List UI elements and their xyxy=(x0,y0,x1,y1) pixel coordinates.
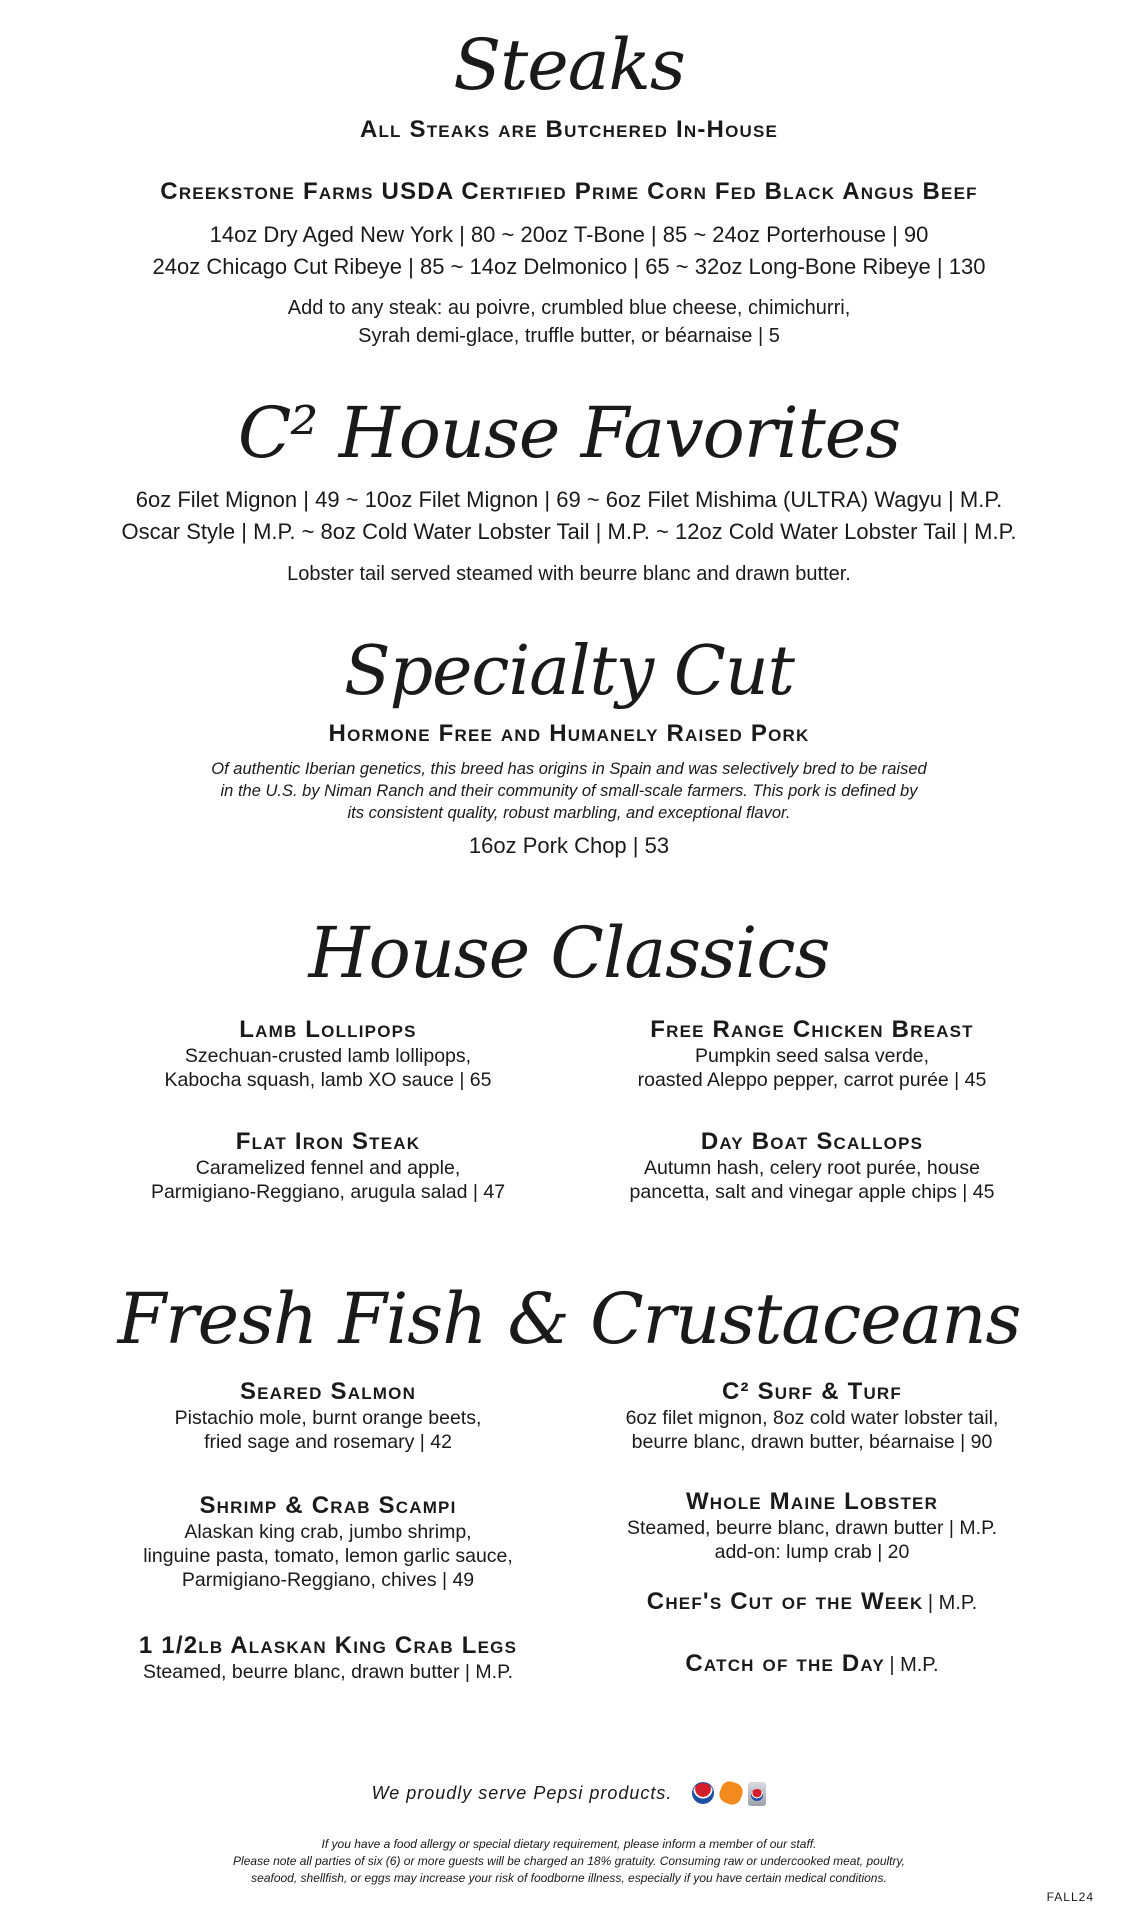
item-desc: Parmigiano-Reggiano, chives | 49 xyxy=(181,1569,475,1591)
seared-salmon-item xyxy=(108,1378,548,1454)
pepsi-logo-icon xyxy=(692,1782,714,1804)
season-code: FALL24 xyxy=(1046,1890,1094,1904)
item-desc: Pumpkin seed salsa verde, xyxy=(694,1045,930,1067)
item-desc: 6oz filet mignon, 8oz cold water lobster tail, xyxy=(625,1407,999,1429)
item-desc: Kabocha squash, lamb XO sauce | 65 xyxy=(164,1069,492,1091)
fish-left-column xyxy=(108,1378,548,1698)
lamb-lollipops-item xyxy=(108,1016,548,1092)
item-title: Chef's Cut of the Week xyxy=(646,1588,924,1615)
item-desc: Autumn hash, celery root purée, house xyxy=(643,1157,981,1179)
maine-lobster-item xyxy=(592,1488,1032,1564)
item-title: Catch of the Day xyxy=(685,1650,885,1677)
item-title: Day Boat Scallops xyxy=(700,1128,924,1155)
scampi-item xyxy=(108,1492,548,1592)
item-desc: fried sage and rosemary | 42 xyxy=(204,1431,452,1453)
item-title: C² Surf & Turf xyxy=(721,1378,902,1405)
beverage-logos xyxy=(692,1782,766,1806)
item-title: Whole Maine Lobster xyxy=(685,1488,939,1515)
item-title: Shrimp & Crab Scampi xyxy=(199,1492,457,1519)
item-title: 1 1/2lb Alaskan King Crab Legs xyxy=(138,1632,518,1659)
surf-turf-item xyxy=(592,1378,1032,1454)
specialty-heading: Specialty Cut xyxy=(344,632,794,711)
specialty-subheading: Hormone Free and Humanely Raised Pork xyxy=(328,720,810,747)
specialty-desc-3: its consistent quality, robust marbling, and exceptional flavor. xyxy=(347,804,791,822)
specialty-desc-2: in the U.S. by Niman Ranch and their community of small-scale farmers. This pork is defined by xyxy=(220,782,918,800)
item-desc: Szechuan-crusted lamb lollipops, xyxy=(184,1045,472,1067)
favorites-line-1: 6oz Filet Mignon | 49 ~ 10oz Filet Mignon | 69 ~ 6oz Filet Mishima (ULTRA) Wagyu | M.P. xyxy=(135,487,1003,512)
catch-of-day-item xyxy=(592,1650,1032,1678)
item-desc: Pistachio mole, burnt orange beets, xyxy=(174,1407,482,1429)
item-desc: Caramelized fennel and apple, xyxy=(195,1157,461,1179)
allergy-note: If you have a food allergy or special dietary requirement, please inform a member of our staff. xyxy=(321,1837,817,1851)
crush-logo-icon xyxy=(717,1779,745,1807)
steak-addon-1: Add to any steak: au poivre, crumbled blue cheese, chimichurri, xyxy=(287,297,851,319)
item-title: Flat Iron Steak xyxy=(235,1128,421,1155)
beef-title: Creekstone Farms USDA Certified Prime Corn Fed Black Angus Beef xyxy=(160,178,978,205)
item-desc: beurre blanc, drawn butter, béarnaise | 90 xyxy=(631,1431,993,1453)
item-title: Free Range Chicken Breast xyxy=(650,1016,974,1043)
item-desc: Steamed, beurre blanc, drawn butter | M.P. xyxy=(627,1517,997,1539)
gratuity-note-1: Please note all parties of six (6) or more guests will be charged an 18% gratuity. Consuming raw or undercooked meat, poultry, xyxy=(233,1854,905,1868)
lobster-note: Lobster tail served steamed with beurre blanc and drawn butter. xyxy=(287,563,851,585)
classics-heading: House Classics xyxy=(308,912,830,994)
scallops-item xyxy=(592,1128,1032,1204)
item-title: Lamb Lollipops xyxy=(239,1016,417,1043)
gratuity-note-2: seafood, shellfish, or eggs may increase your risk of foodborne illness, especially if you have certain medical conditions. xyxy=(251,1871,887,1885)
steaks-line-1: 14oz Dry Aged New York | 80 ~ 20oz T-Bone | 85 ~ 24oz Porterhouse | 90 xyxy=(209,222,929,247)
classics-right-column xyxy=(592,1016,1032,1216)
steaks-heading: Steaks xyxy=(453,24,685,106)
classics-left-column xyxy=(108,1016,548,1216)
favorites-line-2: Oscar Style | M.P. ~ 8oz Cold Water Lobster Tail | M.P. ~ 12oz Cold Water Lobster Tail | M.P. xyxy=(121,519,1017,544)
item-desc: Steamed, beurre blanc, drawn butter | M.P. xyxy=(143,1661,513,1683)
favorites-heading: C² House Favorites xyxy=(237,392,901,474)
steaks-subheading: All Steaks are Butchered In-House xyxy=(359,116,779,143)
item-desc: roasted Aleppo pepper, carrot purée | 45 xyxy=(637,1069,987,1091)
item-desc: add-on: lump crab | 20 xyxy=(714,1541,910,1563)
pepsi-line xyxy=(0,1782,1138,1806)
flat-iron-item xyxy=(108,1128,548,1204)
pepsi-text: We proudly serve Pepsi products. xyxy=(371,1782,673,1803)
pork-chop: 16oz Pork Chop | 53 xyxy=(468,833,670,858)
item-desc: pancetta, salt and vinegar apple chips | 45 xyxy=(629,1181,995,1203)
item-desc: linguine pasta, tomato, lemon garlic sauce, xyxy=(143,1545,513,1567)
specialty-desc-1: Of authentic Iberian genetics, this breed has origins in Spain and was selectively bred to be raised xyxy=(211,760,927,778)
item-price: | M.P. xyxy=(889,1654,939,1676)
chicken-breast-item xyxy=(592,1016,1032,1092)
item-desc: Alaskan king crab, jumbo shrimp, xyxy=(184,1521,472,1543)
item-price: | M.P. xyxy=(927,1592,978,1614)
diet-pepsi-logo-icon xyxy=(748,1782,766,1806)
chefs-cut-item xyxy=(592,1588,1032,1616)
steak-addon-2: Syrah demi-glace, truffle butter, or béarnaise | 5 xyxy=(358,325,780,347)
item-title: Seared Salmon xyxy=(239,1378,417,1405)
fish-heading: Fresh Fish & Crustaceans xyxy=(117,1278,1021,1360)
fish-right-column xyxy=(592,1378,1032,1698)
crab-legs-item xyxy=(108,1632,548,1684)
item-desc: Parmigiano-Reggiano, arugula salad | 47 xyxy=(150,1181,506,1203)
steaks-line-2: 24oz Chicago Cut Ribeye | 85 ~ 14oz Delmonico | 65 ~ 32oz Long-Bone Ribeye | 130 xyxy=(152,254,986,279)
